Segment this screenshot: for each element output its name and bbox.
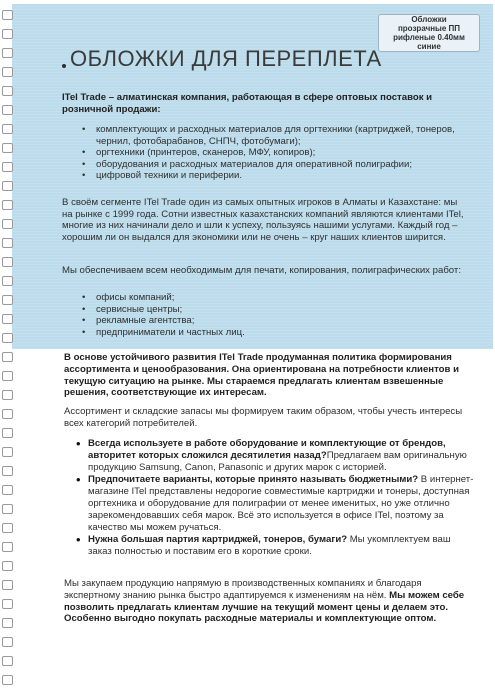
binding-hole bbox=[2, 637, 13, 647]
binding-hole bbox=[2, 656, 13, 666]
page-title: ОБЛОЖКИ ДЛЯ ПЕРЕПЛЕТА bbox=[70, 46, 382, 71]
point-text: В интернет-магазине ITel представлены недорогие совместимые картриджи и тонеры, доступная оргтехника и оборудование для полиграфии от менее именитых, но уже отлично зарекомендовавших себя марок. Всё это используется в офисе ITel, поэтому за качество мы можем ручаться. bbox=[88, 474, 474, 533]
binding-hole bbox=[2, 675, 13, 685]
sticker-line: Обложки bbox=[411, 15, 447, 24]
binding-hole bbox=[2, 428, 13, 438]
binding-hole bbox=[2, 105, 13, 115]
assortment-paragraph: Ассортимент и складские запасы мы формируем таким образом, чтобы учесть интересы всех категорий потребителей. bbox=[64, 406, 463, 429]
binding-hole bbox=[2, 485, 13, 495]
intro-text: ITel Trade – алматинская компания, работающая в сфере оптовых поставок и розничной продажи: bbox=[62, 92, 433, 115]
sticker-line: рифленые 0.40мм bbox=[393, 33, 465, 42]
binding-hole bbox=[2, 504, 13, 514]
advantages-list bbox=[64, 438, 474, 559]
experience-paragraph: В своём сегменте ITel Trade один из самых опытных игроков в Алматы и Казахстане: мы на рынке с 1999 года. Сотни известных казахстанских компаний являются клиентами ITel, многие из них начинали дело и шли к успеху, пользуясь нашими услугами. Каждый год – хорошим ли он выдался для экономики или не очень – круг наших клиентов ширится. bbox=[62, 197, 464, 243]
binding-hole bbox=[2, 86, 13, 96]
list-item: • офисы компаний; bbox=[62, 292, 467, 304]
list-item: • цифровой техники и периферии. bbox=[62, 170, 467, 182]
title-dot bbox=[62, 64, 66, 68]
binding-hole bbox=[2, 371, 13, 381]
binding-hole bbox=[2, 618, 13, 628]
product-label-sticker bbox=[378, 14, 480, 52]
point-heading: Всегда используете в работе оборудование и комплектующие от брендов, авторитет которых сложился десятилетия назад? bbox=[88, 438, 446, 461]
closing-bold-text: Мы можем себе позволить предлагать клиентам лучшие на текущий момент цены и делаем это. Особенно выгодно покупать расходные материалы и комплектующие оптом. bbox=[64, 589, 465, 625]
binding-hole bbox=[2, 143, 13, 153]
point-heading: Нужна большая партия картриджей, тонеров, бумаги? bbox=[88, 534, 348, 546]
products-list bbox=[62, 124, 467, 182]
binding-hole bbox=[2, 162, 13, 172]
lead-paragraph: В основе устойчивого развития ITel Trade продуманная политика формирования ассортимента и ценообразования. Она ориентирована на потребности клиентов и текущую ситуацию на рынке. Мы стараемся предлагать клиентам взвешенные решения, соответствующие их интересам. bbox=[64, 352, 459, 399]
binding-hole bbox=[2, 561, 13, 571]
clients-list bbox=[62, 292, 467, 338]
sticker-line: прозрачные ПП bbox=[397, 24, 461, 33]
list-item bbox=[64, 474, 474, 533]
closing-paragraph bbox=[64, 578, 474, 625]
binding-hole bbox=[2, 29, 13, 39]
binding-hole bbox=[2, 48, 13, 58]
binding-hole bbox=[2, 67, 13, 77]
binding-hole bbox=[2, 314, 13, 324]
intro-paragraph bbox=[62, 92, 467, 115]
list-item: • оргтехники (принтеров, сканеров, МФУ, копиров); bbox=[62, 147, 467, 159]
binding-hole bbox=[2, 295, 13, 305]
binding-hole bbox=[2, 447, 13, 457]
binding-hole bbox=[2, 333, 13, 343]
binding-hole bbox=[2, 200, 13, 210]
services-paragraph: Мы обеспечиваем всем необходимым для печати, копирования, полиграфических работ: bbox=[62, 265, 461, 276]
binding-holes bbox=[0, 0, 14, 700]
list-item: • предприниматели и частных лиц. bbox=[62, 327, 467, 339]
list-item bbox=[64, 438, 474, 473]
list-item: • рекламные агентства; bbox=[62, 315, 467, 327]
binding-hole bbox=[2, 124, 13, 134]
binding-hole bbox=[2, 523, 13, 533]
binding-hole bbox=[2, 238, 13, 248]
binding-hole bbox=[2, 10, 13, 20]
binding-hole bbox=[2, 599, 13, 609]
binding-hole bbox=[2, 276, 13, 286]
binding-hole bbox=[2, 466, 13, 476]
sticker-line: синие bbox=[417, 42, 441, 51]
point-heading: Предпочитаете варианты, которые принято называть бюджетными? bbox=[88, 474, 419, 486]
point-text: Мы укомплектуем ваш заказ полностью и поставим его в короткие сроки. bbox=[88, 534, 451, 558]
list-item: • оборудования и расходных материалов для оперативной полиграфии; bbox=[62, 159, 467, 171]
list-item bbox=[64, 534, 474, 558]
binding-hole bbox=[2, 257, 13, 267]
binding-hole bbox=[2, 542, 13, 552]
binding-hole bbox=[2, 219, 13, 229]
binding-hole bbox=[2, 409, 13, 419]
closing-text: Мы закупаем продукцию напрямую в производственных компаниях и благодаря экспертному знанию рынка быстро адаптируемся к изменениям на нём. bbox=[64, 578, 422, 601]
point-text: Предлагаем вам оригинальную продукцию Samsung, Canon, Panasonic и других марок с историей. bbox=[88, 449, 467, 473]
binding-hole bbox=[2, 390, 13, 400]
binding-hole bbox=[2, 352, 13, 362]
list-item: • сервисные центры; bbox=[62, 304, 467, 316]
binding-hole bbox=[2, 580, 13, 590]
binding-hole bbox=[2, 181, 13, 191]
list-item: • комплектующих и расходных материалов для оргтехники (картриджей, тонеров, чернил, фотобарабанов, СНПЧ, фотобумаги); bbox=[62, 124, 467, 147]
